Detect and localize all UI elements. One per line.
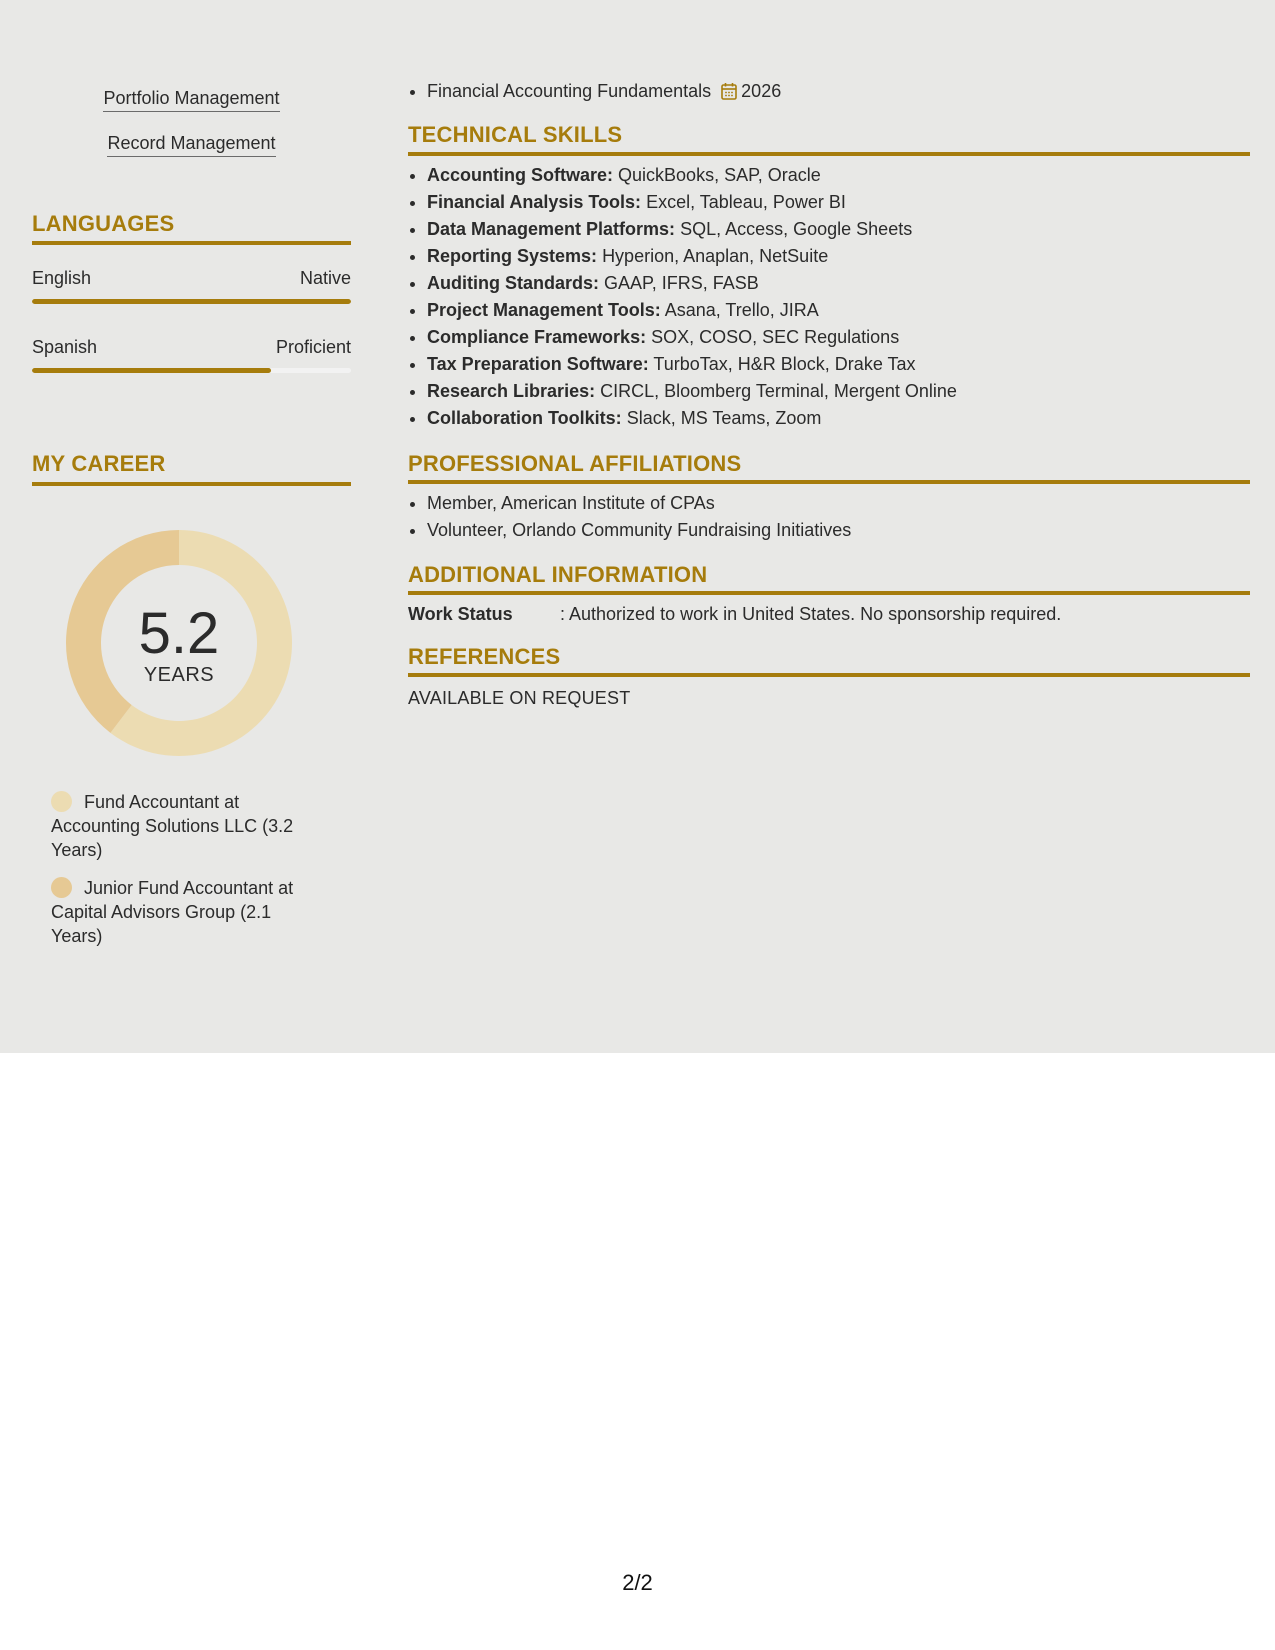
skill-category-label: Research Libraries: [427, 381, 596, 401]
career-total-unit: YEARS [143, 664, 215, 686]
technical-skills-list [408, 162, 1247, 432]
technical-skill-item [427, 162, 1247, 189]
language-bar-fill [32, 299, 351, 304]
skill-tag-portfolio-management: Portfolio Management [32, 88, 351, 112]
skill-category-value: QuickBooks, SAP, Oracle [618, 165, 821, 185]
language-bar-english [32, 299, 351, 304]
technical-skill-item [427, 378, 1247, 405]
certification-name: Financial Accounting Fundamentals [427, 81, 712, 101]
technical-skill-item [427, 297, 1247, 324]
references-divider [408, 673, 1250, 677]
language-bar-spanish [32, 368, 351, 373]
certification-item [427, 78, 1247, 105]
legend-label: Junior Fund Accountant at Capital Advisors Group (2.1 Years) [51, 878, 294, 946]
technical-skill-item [427, 189, 1247, 216]
skill-category-value: SOX, COSO, SEC Regulations [651, 327, 900, 347]
skill-category-label: Accounting Software: [427, 165, 614, 185]
calendar-icon [721, 82, 737, 100]
technical-skill-item [427, 270, 1247, 297]
references-heading: REFERENCES [408, 644, 561, 669]
legend-dot-icon [51, 791, 72, 812]
language-row-english [32, 268, 351, 289]
technical-skill-item [427, 243, 1247, 270]
skill-category-value: GAAP, IFRS, FASB [604, 273, 759, 293]
affiliations-divider [408, 480, 1250, 484]
references-text: AVAILABLE ON REQUEST [408, 688, 631, 708]
skill-category-label: Data Management Platforms: [427, 219, 676, 239]
skill-tag-record-management: Record Management [32, 133, 351, 157]
language-level: Proficient [275, 337, 351, 357]
technical-skills-heading: TECHNICAL SKILLS [408, 122, 623, 147]
career-divider [32, 482, 351, 486]
technical-skill-item [427, 351, 1247, 378]
skill-category-value: Hyperion, Anaplan, NetSuite [602, 246, 829, 266]
skill-category-value: Excel, Tableau, Power BI [646, 192, 846, 212]
skill-category-value: Slack, MS Teams, Zoom [626, 408, 822, 428]
skill-category-value: CIRCL, Bloomberg Terminal, Mergent Online [600, 381, 957, 401]
technical-skills-divider [408, 152, 1250, 156]
additional-info-heading: ADDITIONAL INFORMATION [408, 562, 708, 587]
affiliation-item: • Member, American Institute of CPAs [427, 490, 1247, 517]
technical-skill-item [427, 324, 1247, 351]
skill-category-value: Asana, Trello, JIRA [664, 300, 819, 320]
work-status-label: Work Status [408, 604, 513, 624]
skill-category-value: SQL, Access, Google Sheets [680, 219, 913, 239]
career-heading: MY CAREER [32, 451, 166, 476]
technical-skill-item [427, 405, 1247, 432]
skill-category-value: TurboTax, H&R Block, Drake Tax [653, 354, 916, 374]
skill-category-label: Tax Preparation Software: [427, 354, 649, 374]
skill-category-label: Auditing Standards: [427, 273, 599, 293]
languages-divider [32, 241, 351, 245]
additional-info-divider [408, 591, 1250, 595]
career-legend-item [51, 876, 321, 948]
language-bar-fill [32, 368, 271, 373]
technical-skill-item [427, 216, 1247, 243]
languages-heading: LANGUAGES [32, 211, 175, 236]
skill-category-label: Collaboration Toolkits: [427, 408, 622, 428]
legend-label: Fund Accountant at Accounting Solutions LLC (3.2 Years) [51, 792, 294, 860]
skill-category-label: Reporting Systems: [427, 246, 598, 266]
affiliations-list [408, 490, 1247, 544]
affiliations-heading: PROFESSIONAL AFFILIATIONS [408, 451, 742, 476]
language-name: Spanish [32, 337, 98, 357]
career-donut-chart [66, 530, 292, 756]
language-row-spanish [32, 337, 351, 358]
language-level: Native [299, 268, 351, 288]
legend-dot-icon [51, 877, 72, 898]
work-status-value: : Authorized to work in United States. No sponsorship required. [560, 604, 1062, 624]
career-total-years: 5.2 [138, 601, 220, 666]
skill-category-label: Project Management Tools: [427, 300, 661, 320]
skill-category-label: Financial Analysis Tools: [427, 192, 642, 212]
certification-list [408, 78, 1247, 105]
career-legend-item [51, 790, 321, 862]
language-name: English [32, 268, 92, 288]
skill-category-label: Compliance Frameworks: [427, 327, 647, 347]
affiliation-item: • Volunteer, Orlando Community Fundraising Initiatives [427, 517, 1247, 544]
page-number: 2/2 [622, 1570, 653, 1595]
certification-year: 2026 [741, 81, 782, 101]
